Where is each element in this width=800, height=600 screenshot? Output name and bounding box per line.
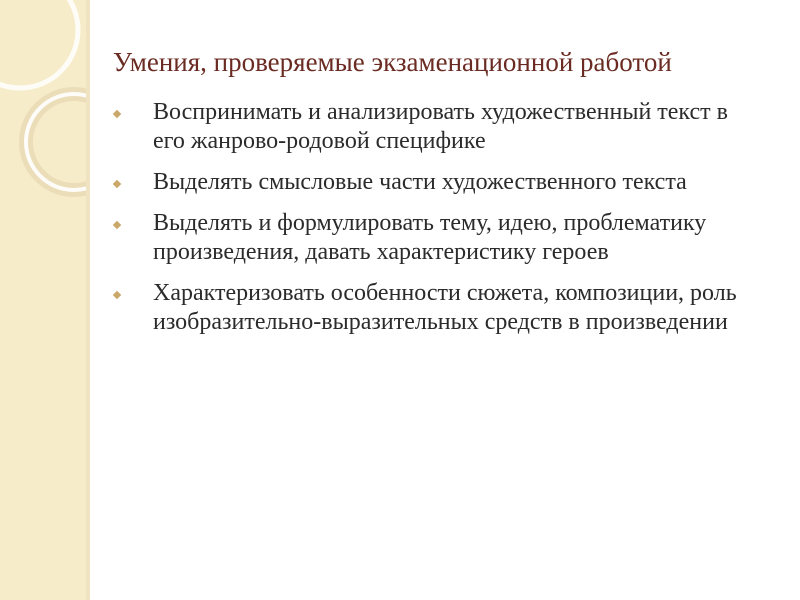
bullet-marker-icon (113, 221, 121, 229)
bullet-text: Выделять и формулировать тему, идею, проблематику произведения, давать характеристику героев (153, 210, 707, 265)
side-panel (0, 0, 86, 600)
bullet-text: Характеризовать особенности сюжета, композиции, роль изобразительно-выразительных средств в произведении (153, 280, 737, 335)
decorative-rings-icon (0, 0, 86, 600)
side-divider (86, 0, 90, 600)
bullet-item (110, 279, 750, 337)
bullet-list (110, 98, 750, 349)
bullet-item (110, 209, 750, 267)
bullet-item (110, 98, 750, 156)
slide-title: Умения, проверяемые экзаменационной работой (113, 47, 672, 77)
bullet-text: Выделять смысловые части художественного текста (153, 169, 687, 195)
bullet-item (110, 168, 750, 197)
bullet-marker-icon (113, 110, 121, 118)
bullet-marker-icon (113, 291, 121, 299)
bullet-marker-icon (113, 180, 121, 188)
bullet-text: Воспринимать и анализировать художественный текст в его жанрово-родовой специфике (153, 99, 728, 154)
